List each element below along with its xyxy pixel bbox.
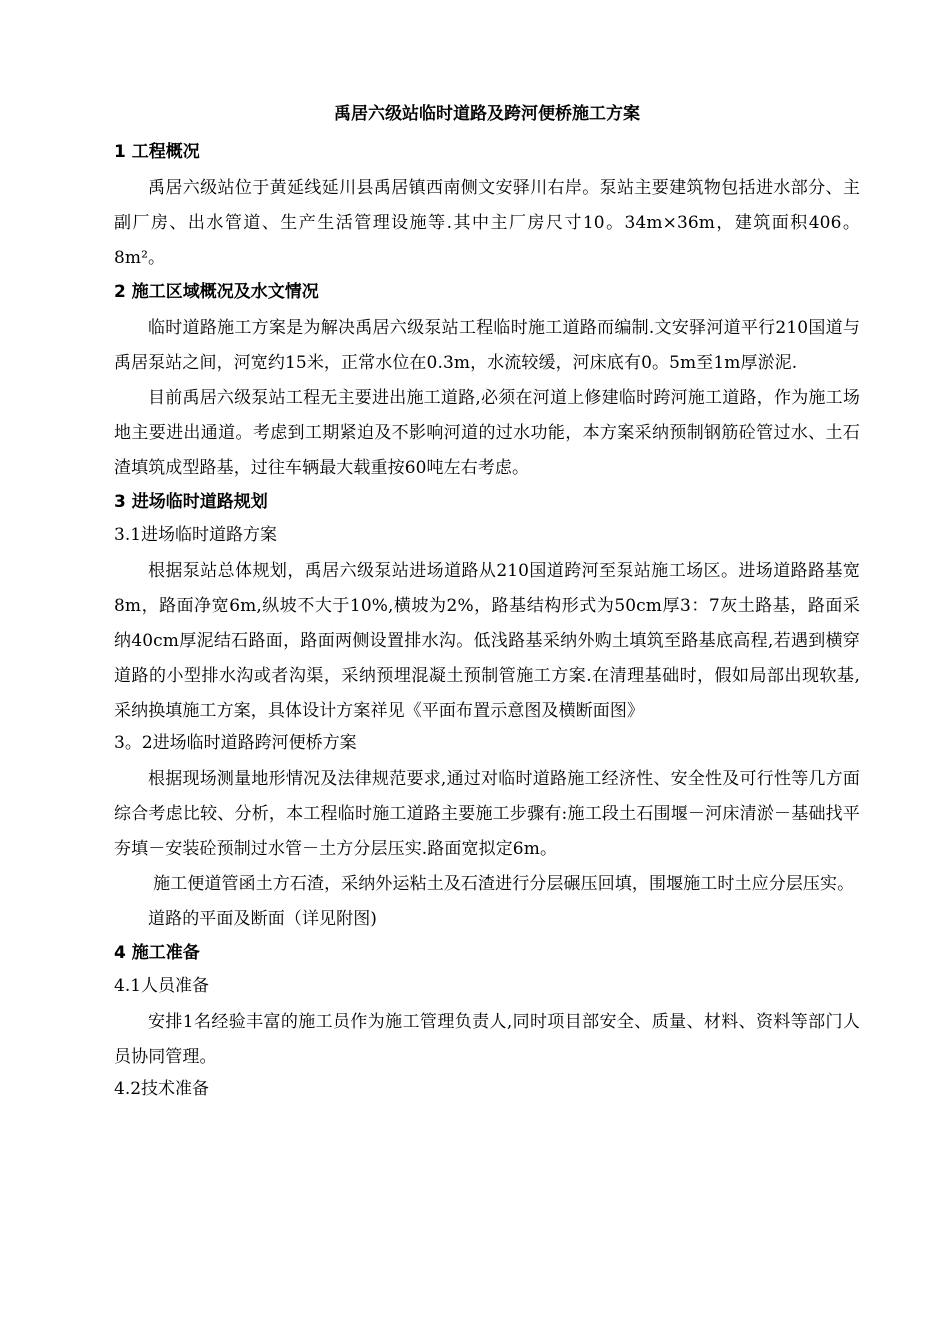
section-3-2-heading: 3。2进场临时道路跨河便桥方案 bbox=[114, 733, 357, 753]
section-4-1-paragraph-1: 安排1名经验丰富的施工员作为施工管理负责人,同时项目部安全、质量、材料、资料等部门人员协同管理。 bbox=[114, 1012, 860, 1067]
section-4-heading: 4 施工准备 bbox=[114, 943, 200, 963]
section-2-heading: 2 施工区域概况及水文情况 bbox=[114, 282, 319, 302]
section-3-2-paragraph-1: 根据现场测量地形情况及法律规范要求,通过对临时道路施工经济性、安全性及可行性等几方面综合考虑比较、分析，本工程临时施工道路主要施工步骤有:施工段土石围堰－河床清淤－基础找平夯填－安装砼预制过水管－土方分层压实.路面宽拟定6m。 bbox=[114, 769, 860, 859]
section-4-2-heading: 4.2技术准备 bbox=[114, 1079, 210, 1099]
section-3-2-paragraph-2: 施工便道管函土方石渣，采纳外运粘土及石渣进行分层碾压回填，围堰施工时土应分层压实。 bbox=[153, 874, 855, 894]
section-4-1-heading: 4.1人员准备 bbox=[114, 976, 210, 996]
section-1-paragraph-1: 禹居六级站位于黄延线延川县禹居镇西南侧文安驿川右岸。泵站主要建筑物包括进水部分、主副厂房、出水管道、生产生活管理设施等.其中主厂房尺寸10。34m×36m，建筑面积406。8m²。 bbox=[114, 178, 860, 268]
section-3-1-heading: 3.1进场临时道路方案 bbox=[114, 525, 278, 545]
section-3-heading: 3 进场临时道路规划 bbox=[114, 492, 268, 512]
section-3-2-paragraph-3: 道路的平面及断面（详见附图) bbox=[148, 909, 378, 929]
document-body bbox=[114, 100, 860, 1108]
section-2-paragraph-1: 临时道路施工方案是为解决禹居六级泵站工程临时施工道路而编制.文安驿河道平行210国道与禹居泵站之间，河宽约15米，正常水位在0.3m，水流较缓，河床底有0。5m至1m厚淤泥. bbox=[114, 318, 860, 373]
document-title: 禹居六级站临时道路及跨河便桥施工方案 bbox=[334, 104, 640, 124]
section-3-1-paragraph-1: 根据泵站总体规划，禹居六级泵站进场道路从210国道跨河至泵站施工场区。进场道路路基宽8m，路面净宽6m,纵坡不大于10%,横坡为2%，路基结构形式为50cm厚3：7灰土路基，路面采纳40cm厚泥结石路面，路面两侧设置排水沟。低浅路基采纳外购土填筑至路基底高程,若遇到横穿道路的小型排水沟或者沟渠，采纳预埋混凝土预制管施工方案.在清理基础时，假如局部出现软基,采纳换填施工方案，具体设计方案祥见《平面布置示意图及横断面图》 bbox=[114, 561, 860, 721]
section-1-heading: 1 工程概况 bbox=[114, 142, 200, 162]
section-2-paragraph-2: 目前禹居六级泵站工程无主要进出施工道路,必须在河道上修建临时跨河施工道路，作为施工场地主要进出通道。考虑到工期紧迫及不影响河道的过水功能，本方案采纳预制钢筋砼管过水、土石渣填筑成型路基，过往车辆最大载重按60吨左右考虑。 bbox=[114, 388, 860, 478]
